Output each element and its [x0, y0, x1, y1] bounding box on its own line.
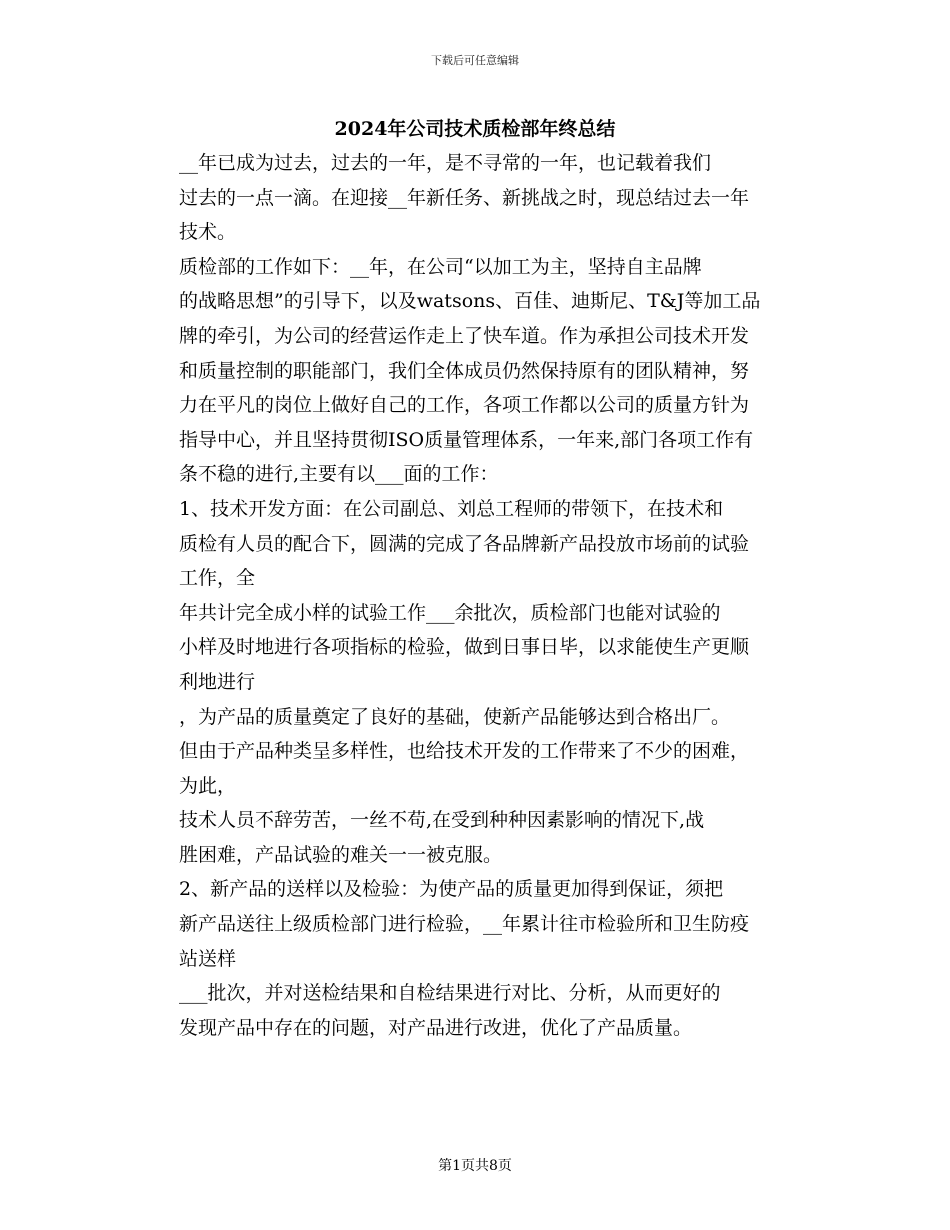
text-line: ___批次，并对送检结果和自检结果进行对比、分析，从而更好的: [179, 982, 721, 1005]
paragraph-sample-testing: [141, 596, 813, 700]
paragraph-quality-foundation: [141, 700, 813, 804]
paragraph-tech-development: [141, 492, 813, 596]
text-line: 和质量控制的职能部门，我们全体成员仍然保持原有的团队精神，努: [179, 359, 750, 382]
text-line: 胜困难，产品试验的难关一一被克服。: [179, 843, 503, 866]
paragraph-overcome-difficulties: [141, 803, 813, 872]
text-line: 的战略思想”的引导下，以及watsons、百佳、迪斯尼、T&J等加工品: [179, 290, 761, 313]
text-line: ，为产品的质量奠定了良好的基础，使新产品能够达到合格出厂。: [179, 705, 731, 728]
text-line: 力在平凡的岗位上做好自己的工作，各项工作都以公司的质量方针为: [179, 394, 750, 417]
text-line: 指导中心，并且坚持贯彻ISO质量管理体系，一年来,部门各项工作有: [179, 428, 754, 451]
text-line: 新产品送往上级质检部门进行检验，__年累计往市检验所和卫生防疫: [179, 913, 750, 936]
text-line: 年共计完全成小样的试验工作___余批次，质检部门也能对试验的: [179, 601, 721, 624]
text-line: 小样及时地进行各项指标的检验，做到日事日毕，以求能使生产更顺: [179, 636, 750, 659]
text-line: __年已成为过去，过去的一年，是不寻常的一年，也记载着我们: [179, 152, 712, 174]
document-title: 2024年公司技术质检部年终总结: [334, 118, 616, 140]
text-line: 但由于产品种类呈多样性，也给技术开发的工作带来了不少的困难，: [179, 740, 750, 763]
document-body: [141, 146, 813, 1045]
text-line: 技术人员不辞劳苦，一丝不苟,在受到种种因素影响的情况下,战: [179, 809, 705, 832]
text-line: 牌的牵引，为公司的经营运作走上了快车道。作为承担公司技术开发: [179, 324, 750, 347]
paragraph-intro: [141, 146, 813, 250]
paragraph-comparison-analysis: [141, 976, 813, 1045]
text-line: 2、新产品的送样以及检验：为使产品的质量更加得到保证，须把: [179, 878, 724, 901]
text-line: 站送样: [179, 947, 237, 970]
text-line: 发现产品中存在的问题，对产品进行改进，优化了产品质量。: [179, 1016, 693, 1039]
text-line: 质检有人员的配合下，圆满的完成了各品牌新产品投放市场前的试验: [179, 532, 750, 555]
text-line: 条不稳的进行,主要有以___面的工作：: [179, 463, 499, 486]
page-number-footer: 第1页共8页: [438, 1158, 512, 1174]
text-line: 利地进行: [179, 670, 256, 693]
text-line: 技术。: [179, 221, 237, 244]
text-line: 为此，: [179, 774, 237, 797]
text-line: 质检部的工作如下：__年，在公司“以加工为主，坚持自主品牌: [179, 255, 702, 278]
text-line: 1、技术开发方面：在公司副总、刘总工程师的带领下，在技术和: [179, 497, 724, 520]
text-line: 过去的一点一滴。在迎接__年新任务、新挑战之时，现总结过去一年: [179, 186, 750, 209]
paragraph-overview: [141, 250, 813, 492]
page-header-note: 下载后可任意编辑: [431, 54, 519, 67]
text-line: 工作，全: [179, 567, 256, 590]
paragraph-sample-submission: [141, 872, 813, 976]
